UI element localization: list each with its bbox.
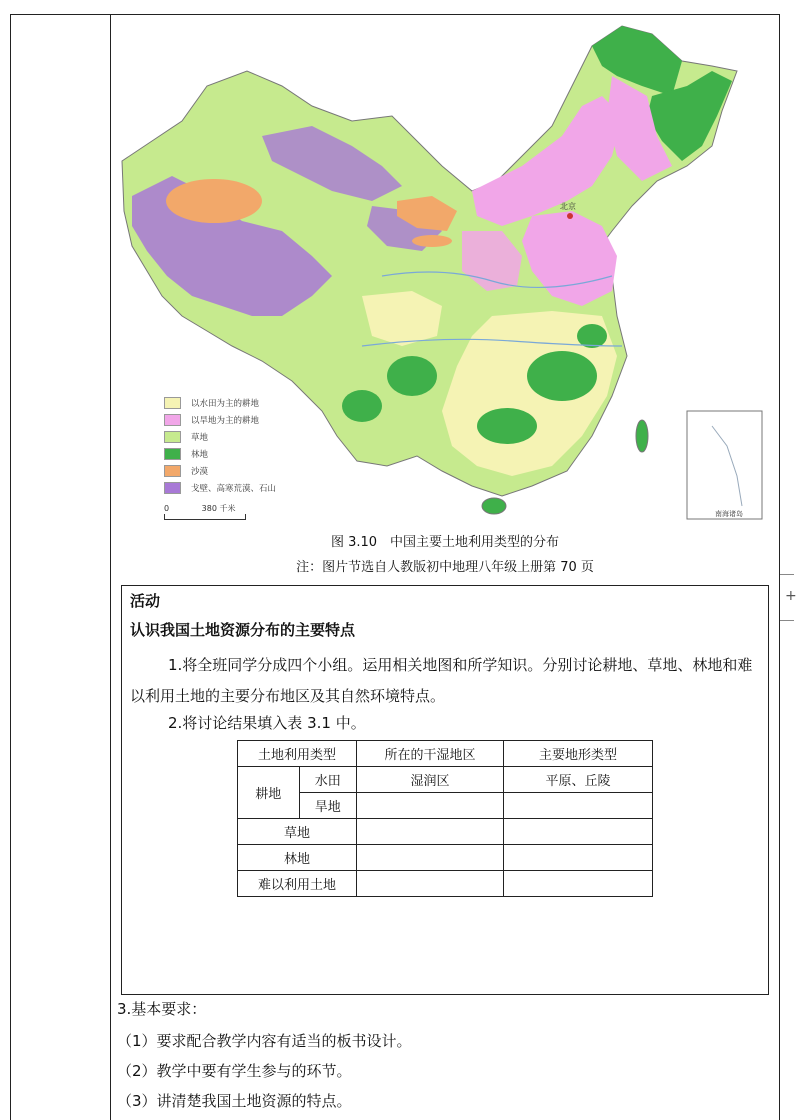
left-column <box>10 14 111 1120</box>
legend-item-barren <box>164 479 276 496</box>
map-scale <box>164 503 246 520</box>
table-cell-empty[interactable] <box>357 793 504 819</box>
scale-zero: 0 <box>164 504 170 513</box>
map-legend <box>164 394 276 496</box>
legend-swatch <box>164 448 181 460</box>
table-cell-empty[interactable] <box>504 819 653 845</box>
land-use-map <box>112 16 778 586</box>
table-cell: 旱地 <box>299 793 356 819</box>
legend-label: 戈壁、高寒荒漠、石山 <box>191 483 277 494</box>
requirement-item: （3）讲清楚我国土地资源的特点。 <box>117 1092 352 1110</box>
legend-label: 以旱地为主的耕地 <box>191 415 260 426</box>
legend-item-dry <box>164 411 276 428</box>
city-label-beijing: 北京 <box>560 202 576 211</box>
table-cell: 水田 <box>299 767 356 793</box>
table-header: 主要地形类型 <box>504 741 653 767</box>
legend-label: 草地 <box>191 432 209 443</box>
margin-line <box>780 574 794 575</box>
table-row <box>238 767 653 793</box>
table-cell: 湿润区 <box>357 767 504 793</box>
requirement-item: （2）教学中要有学生参与的环节。 <box>117 1062 352 1080</box>
activity-item-1: 1.将全班同学分成四个小组。运用相关地图和所学知识。分别讨论耕地、草地、林地和难以利用土地的主要分布地区及其自然环境特点。 <box>130 656 753 705</box>
legend-swatch <box>164 414 181 426</box>
legend-swatch <box>164 397 181 409</box>
activity-item-2: 2.将讨论结果填入表 3.1 中。 <box>168 714 366 732</box>
table-cell-empty[interactable] <box>504 871 653 897</box>
table-cell-empty[interactable] <box>357 845 504 871</box>
legend-item-desert <box>164 462 276 479</box>
table-cell-empty[interactable] <box>504 845 653 871</box>
source-note: 注：图片节选自人教版初中地理八年级上册第 70 页 <box>296 560 594 575</box>
table-header: 土地利用类型 <box>238 741 357 767</box>
requirement-item: （1）要求配合教学内容有适当的板书设计。 <box>117 1032 412 1050</box>
table-cell-empty[interactable] <box>504 793 653 819</box>
table-row <box>238 871 653 897</box>
table-cell-empty[interactable] <box>357 819 504 845</box>
legend-item-paddy <box>164 394 276 411</box>
table-cell: 平原、丘陵 <box>504 767 653 793</box>
table-row <box>238 819 653 845</box>
legend-item-grass <box>164 428 276 445</box>
table-cell: 耕地 <box>238 767 300 819</box>
table-cell: 草地 <box>238 819 357 845</box>
legend-swatch <box>164 482 181 494</box>
inset-label: 南海诸岛 <box>715 510 743 518</box>
table-cell: 林地 <box>238 845 357 871</box>
table-row <box>238 793 653 819</box>
activity-subtitle: 认识我国土地资源分布的主要特点 <box>130 621 356 639</box>
legend-label: 以水田为主的耕地 <box>191 398 260 409</box>
scale-bar <box>164 514 246 520</box>
scale-value: 380 千米 <box>201 504 236 513</box>
legend-item-forest <box>164 445 276 462</box>
add-icon[interactable]: + <box>785 588 797 604</box>
requirements-title: 3.基本要求： <box>117 1000 207 1018</box>
legend-label: 林地 <box>191 449 209 460</box>
legend-swatch <box>164 465 181 477</box>
table-row <box>238 845 653 871</box>
figure-caption: 图 3.10 中国主要土地利用类型的分布 <box>330 535 560 550</box>
activity-box <box>121 585 769 995</box>
legend-label: 沙漠 <box>191 466 209 477</box>
legend-swatch <box>164 431 181 443</box>
land-use-table <box>237 740 653 897</box>
table-header-row <box>238 741 653 767</box>
activity-title: 活动 <box>130 592 161 610</box>
table-cell: 难以利用土地 <box>238 871 357 897</box>
margin-line <box>780 620 794 621</box>
table-cell-empty[interactable] <box>357 871 504 897</box>
table-header: 所在的干湿地区 <box>357 741 504 767</box>
